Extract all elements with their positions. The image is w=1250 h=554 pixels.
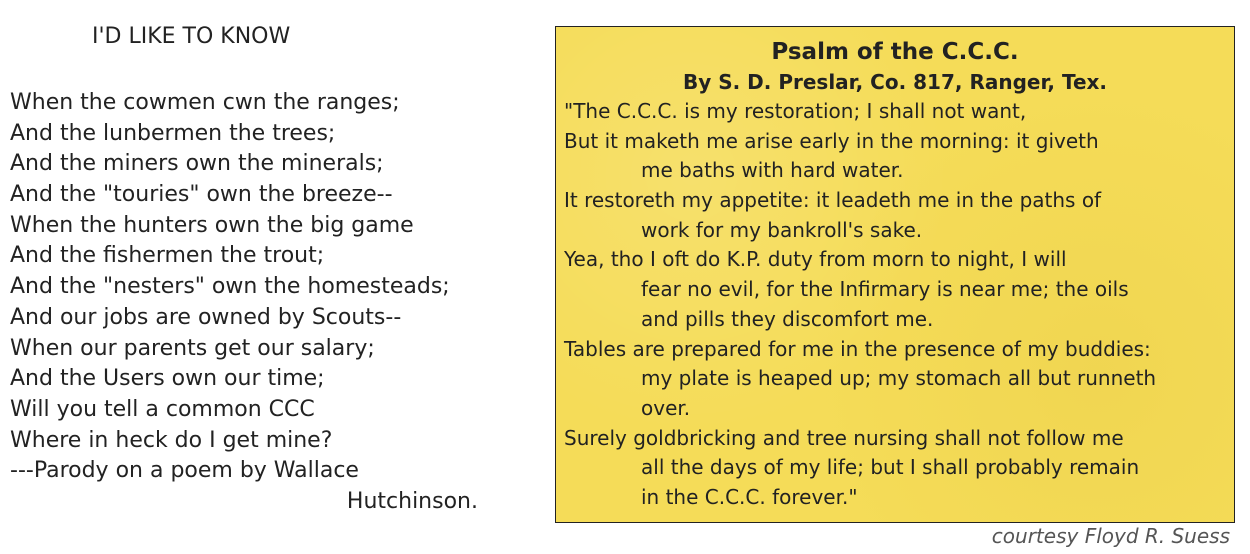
poem-line: When the cowmen cwn the ranges; bbox=[10, 90, 400, 115]
psalm-line: Surely goldbricking and tree nursing shall not follow me bbox=[564, 425, 1124, 450]
courtesy-credit: courtesy Floyd R. Suess bbox=[991, 524, 1230, 548]
poem-line: And the "nesters" own the homesteads; bbox=[10, 274, 450, 300]
psalm-byline: By S. D. Preslar, Co. 817, Ranger, Tex. bbox=[682, 70, 1108, 94]
psalm-line-continuation: in the C.C.C. forever." bbox=[641, 484, 858, 509]
poem-line: When the hunters own the big game bbox=[10, 212, 414, 238]
psalm-line-continuation: me baths with hard water. bbox=[641, 158, 904, 183]
psalm-line-continuation: all the days of my life; but I shall probably remain bbox=[641, 455, 1140, 480]
psalm-body bbox=[556, 97, 1234, 513]
poem-attribution-end: Hutchinson. bbox=[346, 488, 478, 514]
poem-line: And the fishermen the trout; bbox=[10, 243, 325, 269]
psalm-line-continuation: work for my bankroll's sake. bbox=[641, 217, 923, 242]
psalm-line: "The C.C.C. is my restoration; I shall not want, bbox=[564, 99, 1027, 123]
left-poem-title: I'D LIKE TO KNOW bbox=[92, 24, 291, 49]
psalm-line-continuation: and pills they discomfort me. bbox=[641, 306, 934, 331]
poem-line: And our jobs are owned by Scouts-- bbox=[10, 304, 402, 330]
poem-line: And the lunbermen the trees; bbox=[10, 120, 336, 146]
psalm-line: Tables are prepared for me in the presence of my buddies: bbox=[564, 336, 1151, 361]
left-poem bbox=[10, 20, 500, 518]
psalm-line: It restoreth my appetite: it leadeth me in the paths of bbox=[564, 188, 1102, 213]
psalm-line-continuation: fear no evil, for the Infirmary is near me; the oils bbox=[641, 277, 1129, 302]
poem-line: Where in heck do I get mine? bbox=[10, 427, 333, 453]
psalm-line: But it maketh me arise early in the morning: it giveth bbox=[564, 128, 1099, 153]
poem-line: And the "touries" own the breeze-- bbox=[10, 182, 393, 208]
psalm-line-continuation: my plate is heaped up; my stomach all but runneth bbox=[641, 366, 1157, 391]
psalm-title: Psalm of the C.C.C. bbox=[771, 39, 1019, 65]
poem-line: And the miners own the minerals; bbox=[10, 151, 384, 177]
psalm-line: Yea, tho I oft do K.P. duty from morn to night, I will bbox=[564, 247, 1067, 272]
poem-attribution: ---Parody on a poem by Wallace bbox=[10, 458, 359, 484]
poem-line: Will you tell a common CCC bbox=[10, 396, 315, 422]
poem-line: And the Users own our time; bbox=[10, 366, 325, 392]
psalm-line-continuation: over. bbox=[641, 395, 691, 420]
poem-line: When our parents get our salary; bbox=[10, 335, 375, 361]
psalm-box bbox=[555, 26, 1235, 523]
